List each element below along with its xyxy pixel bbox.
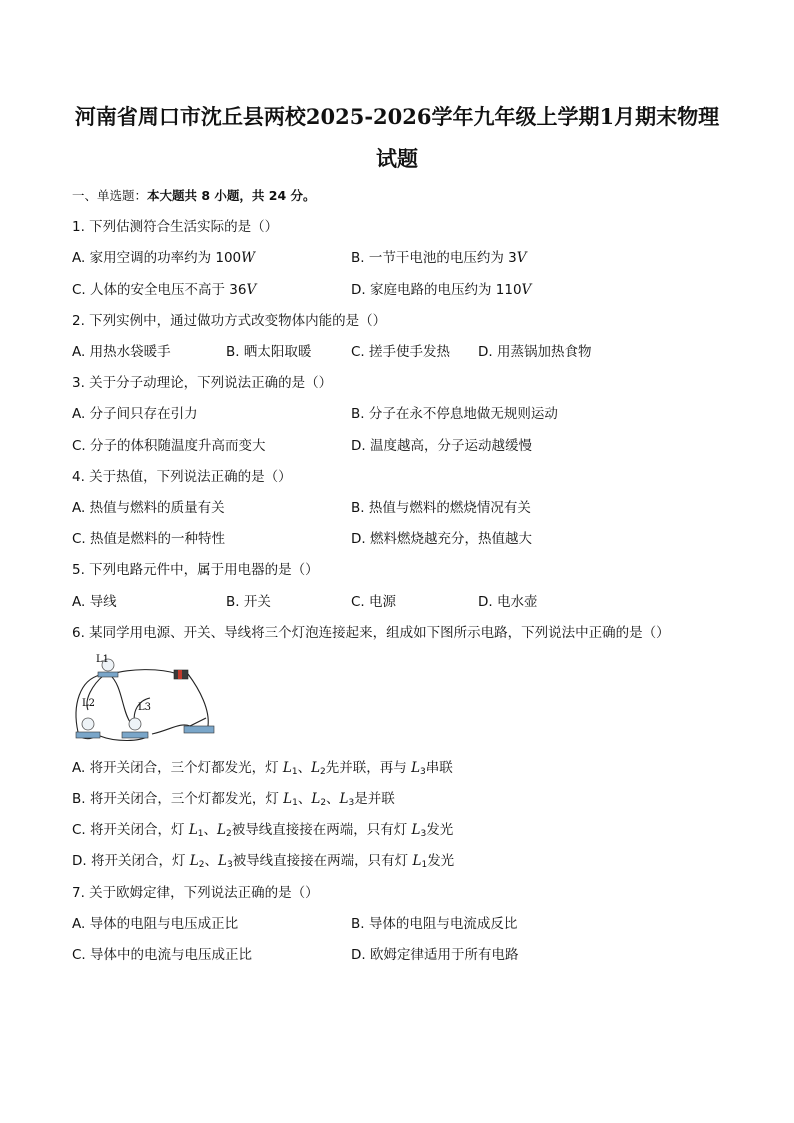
q6-d-sub2: 3 <box>226 860 233 870</box>
q3-option-c: C. 分子的体积随温度升高而变大 <box>72 438 266 454</box>
section-text: 本大题共 8 小题，共 24 分。 <box>147 188 316 203</box>
label-l2: L2 <box>82 698 96 709</box>
q5-option-c: C. 电源 <box>351 594 397 610</box>
q7-option-d: D. 欧姆定律适用于所有电路 <box>351 947 519 963</box>
q6-c-end: 发光 <box>426 822 454 838</box>
q6-option-b <box>72 790 395 812</box>
q6-option-a <box>72 759 453 781</box>
q1-option-b-unit: V <box>516 250 527 266</box>
q6-d-sub1: 2 <box>198 860 205 870</box>
q6-d-sep2: 被导线直接接在两端，只有灯 <box>232 853 413 869</box>
question-5-stem: 5. 下列电路元件中，属于用电器的是（） <box>72 562 319 578</box>
q4-option-d: D. 燃料燃烧越充分，热值越大 <box>351 531 532 547</box>
circuit-diagram <box>70 650 220 745</box>
q1-option-d-text: D. 家庭电路的电压约为 110 <box>351 282 522 298</box>
q6-d-var1: L <box>189 853 199 869</box>
q4-option-b: B. 热值与燃料的燃烧情况有关 <box>351 500 531 516</box>
q1-option-a-text: A. 家用空调的功率约为 100 <box>72 250 242 266</box>
q6-a-var2: L <box>311 760 321 776</box>
q6-d-text: D. 将开关闭合，灯 <box>72 853 190 869</box>
q6-b-end: 是并联 <box>354 791 395 807</box>
wire-l1-l3 <box>110 675 130 722</box>
q2-option-c: C. 搓手使手发热 <box>351 344 451 360</box>
label-l1: L1 <box>96 654 110 665</box>
wire-top <box>108 670 178 675</box>
q1-option-d-unit: V <box>521 282 532 298</box>
q3-option-b: B. 分子在永不停息地做无规则运动 <box>351 406 558 422</box>
q1-option-a <box>72 249 255 267</box>
q6-b-sep1: 、 <box>297 791 312 807</box>
q6-b-var2: L <box>311 791 321 807</box>
q6-c-sub2: 2 <box>225 829 232 839</box>
q6-d-var3: L <box>412 853 422 869</box>
q6-b-var3: L <box>339 791 349 807</box>
question-6-stem: 6. 某同学用电源、开关、导线将三个灯泡连接起来，组成如下图所示电路，下列说法中正确的是（） <box>72 625 670 641</box>
q1-option-d <box>351 281 531 299</box>
q6-b-sub1: 1 <box>292 798 298 808</box>
q7-option-a: A. 导体的电阻与电压成正比 <box>72 916 239 932</box>
q4-option-c: C. 热值是燃料的一种特性 <box>72 531 226 547</box>
page-title-line2: 试题 <box>376 146 418 171</box>
q6-a-var3: L <box>411 760 421 776</box>
q1-option-c-text: C. 人体的安全电压不高于 36 <box>72 282 247 298</box>
page-title-line1: 河南省周口市沈丘县两校2025-2026学年九年级上学期1月期末物理 <box>74 104 720 129</box>
label-l3: L3 <box>138 702 152 713</box>
q5-option-a: A. 导线 <box>72 594 117 610</box>
q7-option-c: C. 导体中的电流与电压成正比 <box>72 947 253 963</box>
q6-c-sub3: 3 <box>420 829 427 839</box>
q6-d-end: 发光 <box>427 853 455 869</box>
q6-a-sub2: 2 <box>320 767 326 777</box>
q1-option-c-unit: V <box>246 282 257 298</box>
q6-a-sub3: 3 <box>420 767 426 777</box>
section-prefix: 一、单选题： <box>72 188 148 203</box>
q4-option-a: A. 热值与燃料的质量有关 <box>72 500 225 516</box>
question-1-stem: 1. 下列估测符合生活实际的是（） <box>72 219 279 235</box>
q3-option-a: A. 分子间只存在引力 <box>72 406 198 422</box>
q6-d-sub3: 1 <box>421 860 428 870</box>
q6-b-var1: L <box>283 791 293 807</box>
question-2-stem: 2. 下列实例中，通过做功方式改变物体内能的是（） <box>72 313 387 329</box>
q2-option-b: B. 晒太阳取暖 <box>226 344 312 360</box>
battery-icon <box>174 670 188 679</box>
q6-c-var2: L <box>217 822 226 838</box>
q6-option-d <box>72 852 454 874</box>
q6-d-var2: L <box>217 853 227 869</box>
q5-option-b: B. 开关 <box>226 594 271 610</box>
q6-b-text: B. 将开关闭合，三个灯都发光，灯 <box>72 791 284 807</box>
q6-c-var3: L <box>411 822 421 838</box>
bulb-l3-icon <box>122 718 148 738</box>
q2-option-d: D. 用蒸锅加热食物 <box>478 344 592 360</box>
q6-c-sep2: 被导线直接接在两端，只有灯 <box>231 822 412 838</box>
q1-option-b <box>351 249 526 267</box>
q7-option-b: B. 导体的电阻与电流成反比 <box>351 916 518 932</box>
question-7-stem: 7. 关于欧姆定律，下列说法正确的是（） <box>72 885 319 901</box>
q6-b-sep2: 、 <box>326 791 340 807</box>
q2-option-a: A. 用热水袋暖手 <box>72 344 171 360</box>
bulb-l2-icon <box>76 718 100 738</box>
q1-option-a-unit: W <box>241 250 256 266</box>
q1-option-c <box>72 281 256 299</box>
q3-option-d: D. 温度越高，分子运动越缓慢 <box>351 438 532 454</box>
q6-a-sep2: 先并联，再与 <box>325 760 412 776</box>
q6-c-sep1: 、 <box>203 822 218 838</box>
q6-c-var1: L <box>188 822 198 838</box>
q6-b-sub2: 2 <box>320 798 327 808</box>
q6-option-c <box>72 821 453 843</box>
q6-a-var1: L <box>282 760 292 776</box>
question-4-stem: 4. 关于热值，下列说法正确的是（） <box>72 469 292 485</box>
q6-b-sub3: 3 <box>348 798 355 808</box>
question-3-stem: 3. 关于分子动理论，下列说法正确的是（） <box>72 375 333 391</box>
q6-a-text: A. 将开关闭合，三个灯都发光，灯 <box>72 760 283 776</box>
q6-a-sub1: 1 <box>291 767 298 777</box>
q6-d-sep1: 、 <box>204 853 218 869</box>
q6-a-sep1: 、 <box>297 760 312 776</box>
q6-a-end: 串联 <box>425 760 453 776</box>
q5-option-d: D. 电水壶 <box>478 594 538 610</box>
q6-c-text: C. 将开关闭合，灯 <box>72 822 189 838</box>
q6-c-sub1: 1 <box>197 829 204 839</box>
section-heading <box>72 186 316 204</box>
q1-option-b-text: B. 一节干电池的电压约为 3 <box>351 250 517 266</box>
